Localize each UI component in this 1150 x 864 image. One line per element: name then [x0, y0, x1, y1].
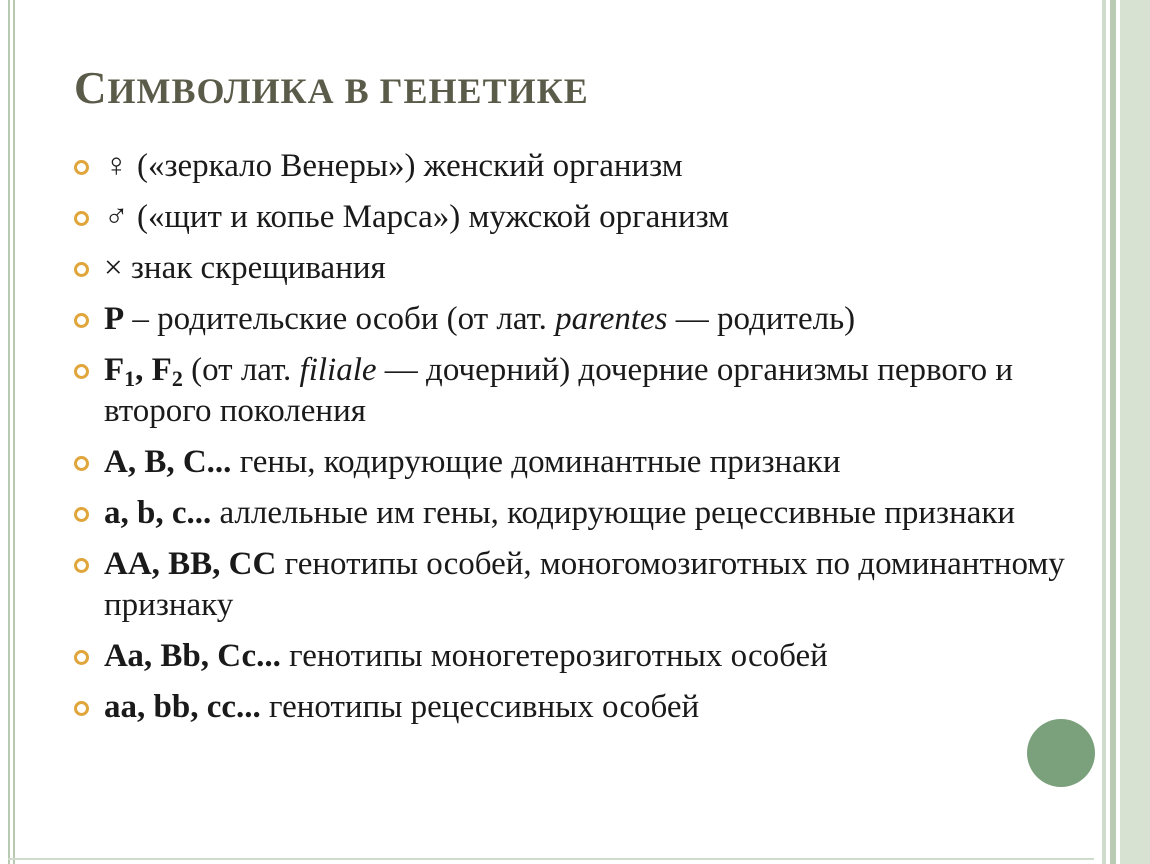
- frame-left-outer-line: [8, 0, 10, 864]
- list-item-parents: [74, 299, 1084, 340]
- item-text: генотипы моногетерозиготных особей: [280, 638, 828, 674]
- item-term: аа, bb, сс...: [104, 689, 261, 725]
- list-item-heterozygous: [74, 636, 1084, 677]
- list-item-dominant-genes: [74, 442, 1084, 483]
- list-item-offspring: [74, 350, 1084, 432]
- frame-bottom-line: [8, 858, 1094, 860]
- bullet-icon: [74, 313, 89, 328]
- item-text: («зеркало Венеры») женский организм: [128, 148, 683, 184]
- term-f2-letter: , F: [135, 352, 172, 388]
- bullet-icon: [74, 456, 89, 471]
- subscript-2: 2: [171, 366, 183, 391]
- item-term: Аа, Вb, Сс...: [104, 638, 281, 674]
- bullet-icon: [74, 160, 89, 175]
- slide-title: [74, 62, 589, 114]
- latin-term: filiale: [299, 352, 377, 388]
- item-term: a, b, с...: [104, 495, 212, 531]
- right-decorative-stripes: [1096, 0, 1150, 864]
- item-text: гены, кодирующие доминантные признаки: [231, 444, 841, 480]
- cross-symbol-icon: ×: [104, 250, 123, 286]
- item-term: Р: [104, 301, 125, 337]
- list-item-cross: [74, 248, 1084, 289]
- item-text: («щит и копье Марса») мужской организм: [128, 199, 730, 235]
- male-symbol-icon: ♂: [104, 199, 129, 235]
- term-f1-letter: F: [104, 352, 125, 388]
- list-item-recessive-genes: [74, 493, 1084, 534]
- symbol-list: [74, 146, 1084, 738]
- list-item-female: [74, 146, 1084, 187]
- item-text: аллельные им гены, кодирующие рецессивные признаки: [211, 495, 1016, 531]
- bullet-icon: [74, 558, 89, 573]
- frame-left-inner-line: [13, 0, 15, 864]
- latin-term: parentes: [555, 301, 668, 337]
- item-text: генотипы особей, моногомозиготных по доминантному признаку: [104, 546, 1065, 623]
- bullet-icon: [74, 650, 89, 665]
- item-text: генотипы рецессивных особей: [260, 689, 700, 725]
- bullet-icon: [74, 507, 89, 522]
- subscript-1: 1: [124, 366, 136, 391]
- bullet-icon: [74, 701, 89, 716]
- item-text: — дочерний) дочерние организмы первого и второго поколения: [104, 352, 1013, 429]
- title-capital: С: [74, 63, 108, 113]
- item-term: [104, 352, 183, 391]
- item-text: (от лат.: [182, 352, 300, 388]
- item-term: А, В, С...: [104, 444, 232, 480]
- item-text: знак скрещивания: [122, 250, 386, 286]
- list-item-male: [74, 197, 1084, 238]
- title-smallcaps: ИМВОЛИКА В ГЕНЕТИКЕ: [107, 71, 589, 111]
- list-item-homozygous-dominant: [74, 544, 1084, 626]
- list-item-homozygous-recessive: [74, 687, 1084, 728]
- bullet-icon: [74, 364, 89, 379]
- item-text: – родительские особи (от лат.: [124, 301, 556, 337]
- bullet-icon: [74, 262, 89, 277]
- bullet-icon: [74, 211, 89, 226]
- item-text: — родитель): [667, 301, 856, 337]
- item-term: АА, ВВ, СС: [104, 546, 277, 582]
- female-symbol-icon: ♀: [104, 148, 129, 184]
- decorative-circle: [1027, 719, 1095, 787]
